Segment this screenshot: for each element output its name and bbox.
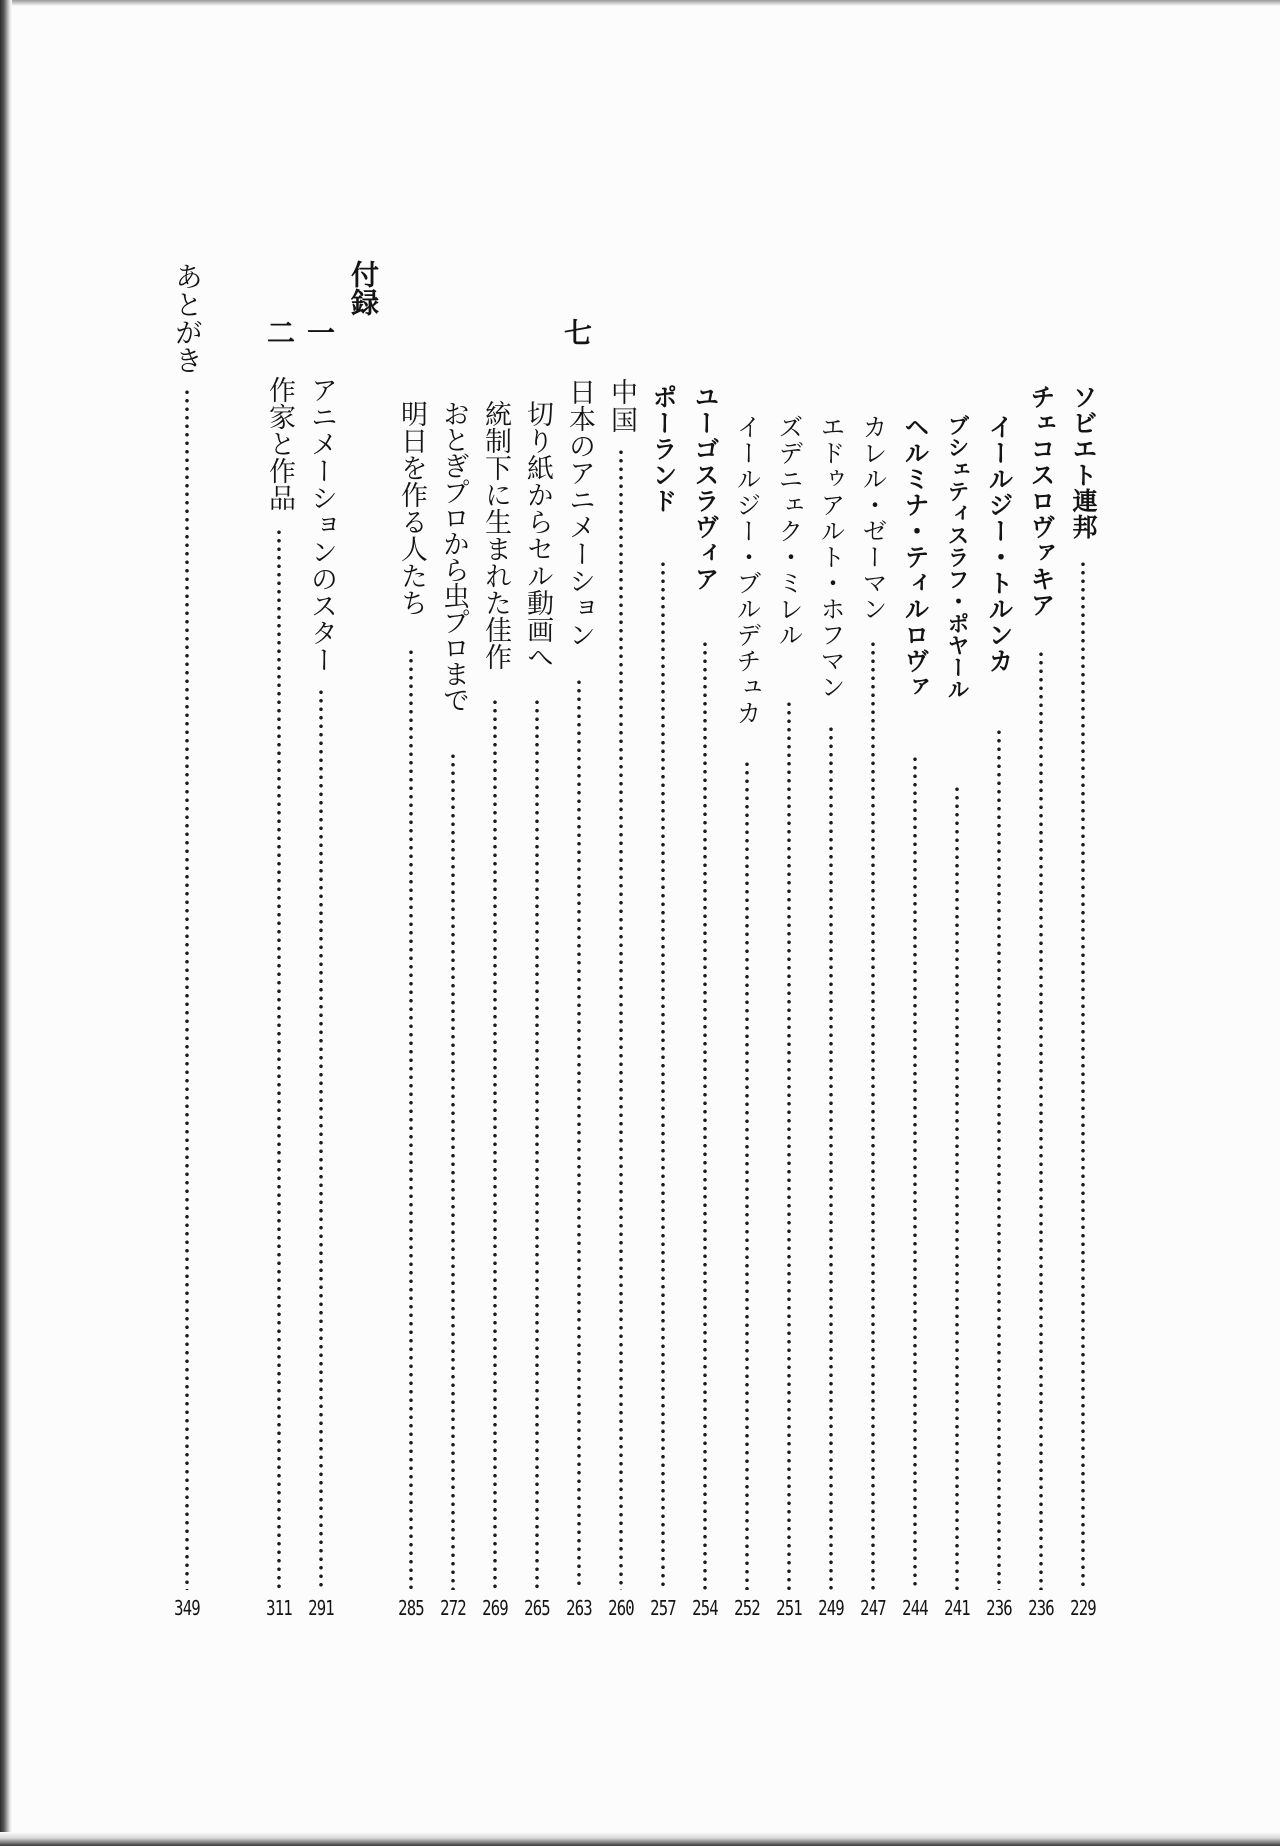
toc-entry-title: カレル・ゼーマン bbox=[859, 414, 888, 622]
dot-leader bbox=[913, 755, 917, 1590]
toc-entry-page: 349 bbox=[174, 1596, 200, 1620]
toc-entry-page: 257 bbox=[650, 1596, 676, 1620]
dot-leader bbox=[493, 698, 497, 1590]
toc-entry-title: おとぎプロから虫プロまで bbox=[438, 400, 469, 712]
toc-entry-title: イールジー・ブルデチュカ bbox=[733, 414, 762, 726]
toc-entry-page: 272 bbox=[440, 1596, 466, 1620]
toc-entry-page: 249 bbox=[818, 1596, 844, 1620]
toc-entry-page: 236 bbox=[986, 1596, 1012, 1620]
toc-entry-title: 中国 bbox=[606, 378, 637, 434]
toc-entry-page: 265 bbox=[524, 1596, 550, 1620]
toc-entry-page: 291 bbox=[308, 1596, 334, 1620]
toc-entry-title: ポーランド bbox=[649, 384, 678, 514]
toc-entry-page: 285 bbox=[398, 1596, 424, 1620]
chapter-numeral-seven: 七 bbox=[560, 318, 593, 346]
dot-leader bbox=[703, 640, 707, 1590]
toc-entry-page: 263 bbox=[566, 1596, 592, 1620]
toc-entry-title: 統制下に生まれた佳作 bbox=[480, 400, 511, 670]
dot-leader bbox=[577, 678, 581, 1590]
toc-entry-page: 260 bbox=[608, 1596, 634, 1620]
page-edge-left bbox=[0, 0, 12, 1846]
dot-leader bbox=[997, 728, 1001, 1590]
toc-entry-page: 241 bbox=[944, 1596, 970, 1620]
toc-entry-title: 切り紙からセル動画へ bbox=[522, 400, 553, 670]
toc-entry-title: 明日を作る人たち bbox=[396, 400, 427, 616]
toc-entry-title: 日本のアニメーション bbox=[564, 378, 595, 648]
toc-entry-title: あとがき bbox=[171, 262, 204, 374]
dot-leader bbox=[535, 698, 539, 1590]
dot-leader bbox=[787, 700, 791, 1590]
dot-leader bbox=[871, 640, 875, 1590]
dot-leader bbox=[1039, 650, 1043, 1590]
appendix-numeral-two: 二 bbox=[263, 318, 296, 346]
toc-entry-title: イールジー・トルンカ bbox=[985, 414, 1014, 674]
page-edge-top bbox=[0, 0, 1280, 6]
dot-leader bbox=[619, 448, 623, 1590]
toc-entry-page: 254 bbox=[692, 1596, 718, 1620]
dot-leader bbox=[1081, 560, 1085, 1590]
toc-entry-page: 252 bbox=[734, 1596, 760, 1620]
toc-entry-page: 236 bbox=[1028, 1596, 1054, 1620]
page-edge-bottom bbox=[0, 1832, 1280, 1846]
toc-entry-title: ソビエト連邦 bbox=[1069, 384, 1098, 540]
dot-leader bbox=[277, 528, 281, 1590]
dot-leader bbox=[185, 388, 189, 1590]
dot-leader bbox=[955, 785, 959, 1590]
toc-entry-title: アニメーションのスター bbox=[306, 376, 337, 673]
toc-entry-title: 作家と作品 bbox=[264, 376, 295, 511]
toc-entry-page: 247 bbox=[860, 1596, 886, 1620]
toc-entry-page: 311 bbox=[266, 1596, 292, 1620]
dot-leader bbox=[745, 760, 749, 1590]
toc-entry-title: エドゥアルト・ホフマン bbox=[817, 414, 846, 700]
toc-entry-title: ヘルミナ・ティルロヴァ bbox=[901, 414, 930, 700]
dot-leader bbox=[829, 725, 833, 1590]
toc-entry-page: 251 bbox=[776, 1596, 802, 1620]
toc-entry-page: 229 bbox=[1070, 1596, 1096, 1620]
appendix-numeral-one: 一 bbox=[303, 318, 336, 346]
dot-leader bbox=[451, 752, 455, 1590]
dot-leader bbox=[319, 688, 323, 1590]
dot-leader bbox=[661, 560, 665, 1590]
toc-entry-title: チェコスロヴァキア bbox=[1027, 384, 1056, 618]
appendix-heading: 付録 bbox=[347, 260, 380, 316]
toc-entry-title: ユーゴスラヴィア bbox=[691, 384, 720, 592]
toc-entry-title: ブシェティスラフ・ポヤール bbox=[944, 414, 970, 700]
toc-entry-page: 269 bbox=[482, 1596, 508, 1620]
toc-entry-title: ズデニェク・ミレル bbox=[775, 414, 804, 648]
toc-entry-page: 244 bbox=[902, 1596, 928, 1620]
dot-leader bbox=[409, 648, 413, 1590]
